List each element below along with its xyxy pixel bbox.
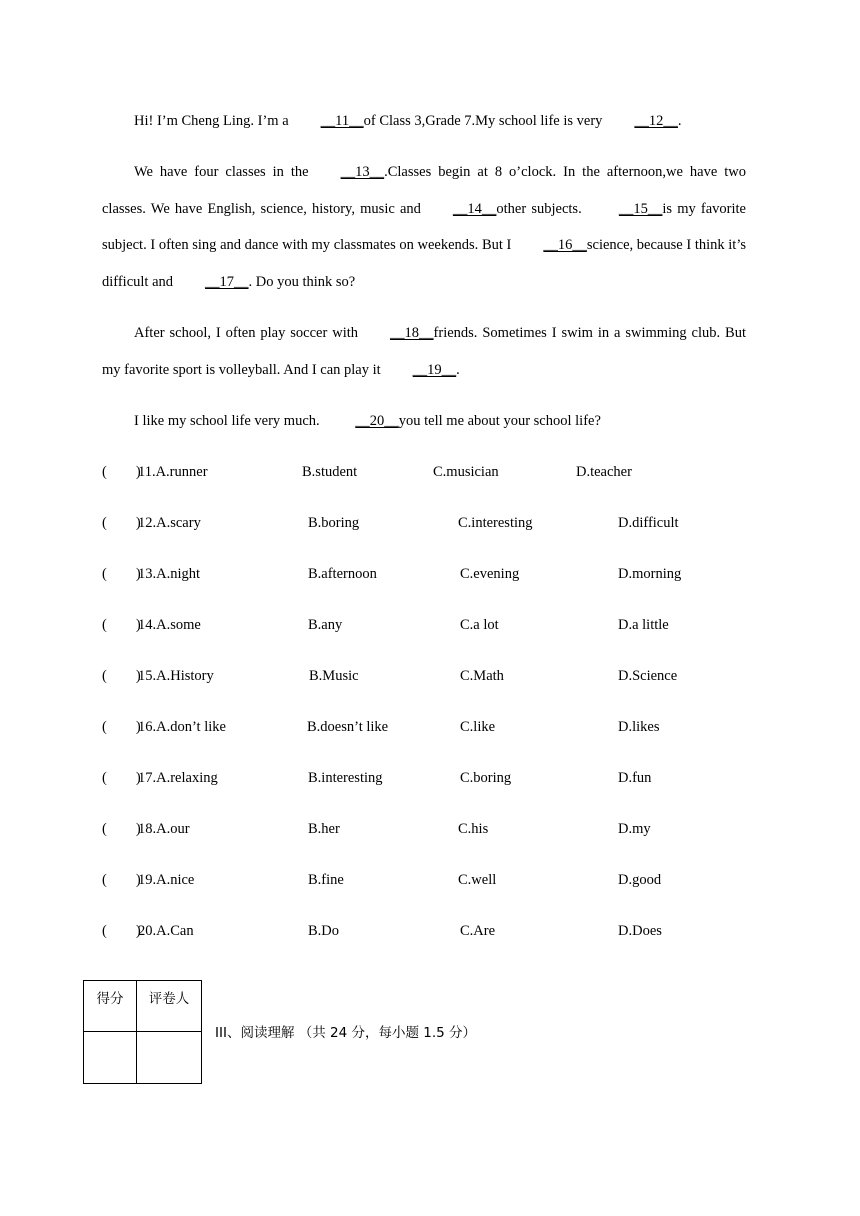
option-b: B.interesting bbox=[308, 770, 383, 786]
passage-text: I like my school life very much. bbox=[134, 413, 320, 429]
answer-bracket[interactable]: ( ) bbox=[102, 821, 141, 837]
option-b: B.any bbox=[308, 617, 343, 633]
blank-15: __15__ bbox=[618, 200, 663, 217]
option-c: C.his bbox=[458, 821, 489, 837]
blank-13: __13__ bbox=[340, 164, 385, 180]
option-c: C.evening bbox=[460, 566, 520, 582]
option-d: D.difficult bbox=[618, 515, 679, 531]
option-c: C.boring bbox=[460, 770, 512, 786]
option-d: D.my bbox=[618, 821, 651, 837]
option-d: D.fun bbox=[618, 770, 652, 786]
option-a: 17.A.relaxing bbox=[138, 770, 218, 786]
question-row-14 bbox=[102, 614, 762, 636]
option-a: 15.A.History bbox=[138, 668, 214, 684]
option-a: 11.A.runner bbox=[138, 464, 208, 480]
option-d: D.likes bbox=[618, 719, 660, 735]
option-c: C.well bbox=[458, 872, 497, 888]
option-d: D.morning bbox=[618, 566, 682, 582]
blank-16: __16__ bbox=[543, 237, 587, 253]
passage-text: After school, I often play soccer with bbox=[134, 325, 359, 341]
question-row-20 bbox=[102, 920, 762, 942]
passage-text: is my favorite subject. I often sing and dance with my classmates on weekends. But I bbox=[102, 200, 746, 253]
option-c: C.like bbox=[460, 719, 496, 735]
answer-bracket[interactable]: ( ) bbox=[102, 515, 141, 531]
question-row-12 bbox=[102, 512, 762, 534]
blank-20: __20__ bbox=[355, 413, 399, 429]
passage-text: science, because I think it’s difficult and bbox=[102, 237, 746, 290]
option-b: B.afternoon bbox=[308, 566, 377, 582]
blank-11: __11__ bbox=[320, 113, 364, 129]
score-header: 得分 bbox=[84, 981, 137, 1032]
blank-19: __19__ bbox=[412, 361, 457, 378]
section-title: III、阅读理解 （共 24 分，每小题 1.5 分） bbox=[215, 1025, 477, 1041]
option-a: 13.A.night bbox=[138, 566, 201, 582]
option-a: 19.A.nice bbox=[138, 872, 195, 888]
question-row-18 bbox=[102, 818, 762, 840]
option-b: B.student bbox=[302, 464, 358, 480]
option-b: B.fine bbox=[308, 872, 344, 888]
question-row-13 bbox=[102, 563, 762, 585]
passage-text: Hi! I’m Cheng Ling. I’m a bbox=[134, 113, 289, 129]
passage-text: . Do you think so? bbox=[248, 273, 356, 290]
option-b: B.Do bbox=[308, 923, 340, 939]
option-a: 20.A.Can bbox=[138, 923, 194, 939]
answer-bracket[interactable]: ( ) bbox=[102, 770, 141, 786]
option-a: 12.A.scary bbox=[138, 515, 201, 531]
question-row-15 bbox=[102, 665, 762, 687]
option-d: D.Science bbox=[618, 668, 678, 684]
answer-bracket[interactable]: ( ) bbox=[102, 719, 141, 735]
passage-text: . bbox=[456, 361, 460, 378]
option-a: 14.A.some bbox=[138, 617, 201, 633]
option-b: B.doesn’t like bbox=[307, 719, 389, 735]
question-row-19 bbox=[102, 869, 762, 891]
question-row-11 bbox=[102, 461, 762, 483]
passage-paragraph-2 bbox=[102, 154, 746, 300]
blank-14: __14__ bbox=[452, 200, 497, 217]
option-c: C.Are bbox=[460, 923, 496, 939]
grader-header: 评卷人 bbox=[137, 981, 202, 1032]
answer-bracket[interactable]: ( ) bbox=[102, 872, 141, 888]
score-table bbox=[83, 980, 202, 1084]
option-c: C.Math bbox=[460, 668, 504, 684]
answer-bracket[interactable]: ( ) bbox=[102, 923, 141, 939]
blank-18: __18__ bbox=[390, 325, 434, 341]
passage-text: We have four classes in the bbox=[134, 164, 309, 180]
question-row-16 bbox=[102, 716, 762, 738]
answer-bracket[interactable]: ( ) bbox=[102, 464, 141, 480]
passage-text: of Class 3,Grade 7.My school life is very bbox=[363, 113, 603, 129]
grader-cell[interactable] bbox=[137, 1032, 202, 1084]
answer-bracket[interactable]: ( ) bbox=[102, 566, 141, 582]
blank-12: __12__ bbox=[634, 113, 678, 129]
answer-bracket[interactable]: ( ) bbox=[102, 668, 141, 684]
passage-paragraph-4 bbox=[102, 403, 746, 440]
option-b: B.Music bbox=[309, 668, 359, 684]
option-b: B.her bbox=[308, 821, 340, 837]
passage-text: . bbox=[677, 113, 682, 129]
question-row-17 bbox=[102, 767, 762, 789]
option-b: B.boring bbox=[308, 515, 360, 531]
passage-paragraph-1 bbox=[102, 103, 746, 140]
option-d: D.a little bbox=[618, 617, 669, 633]
passage-paragraph-3 bbox=[102, 315, 746, 388]
option-d: D.teacher bbox=[576, 464, 632, 480]
option-c: C.interesting bbox=[458, 515, 533, 531]
option-a: 16.A.don’t like bbox=[138, 719, 226, 735]
option-d: D.Does bbox=[618, 923, 662, 939]
option-a: 18.A.our bbox=[138, 821, 190, 837]
option-d: D.good bbox=[618, 872, 662, 888]
passage-text: friends. Sometimes I swim in a swimming club. But my favorite sport is volleyball. And I can play it bbox=[102, 325, 746, 378]
score-cell[interactable] bbox=[84, 1032, 137, 1084]
answer-bracket[interactable]: ( ) bbox=[102, 617, 141, 633]
passage-text: you tell me about your school life? bbox=[398, 413, 601, 429]
option-c: C.a lot bbox=[460, 617, 499, 633]
option-c: C.musician bbox=[433, 464, 499, 480]
passage-text: .Classes begin at 8 o’clock. In the afternoon,we have two classes. We have English, science, history, music and bbox=[102, 164, 746, 217]
blank-17: __17__ bbox=[205, 273, 249, 290]
passage-text: other subjects. bbox=[496, 200, 582, 217]
